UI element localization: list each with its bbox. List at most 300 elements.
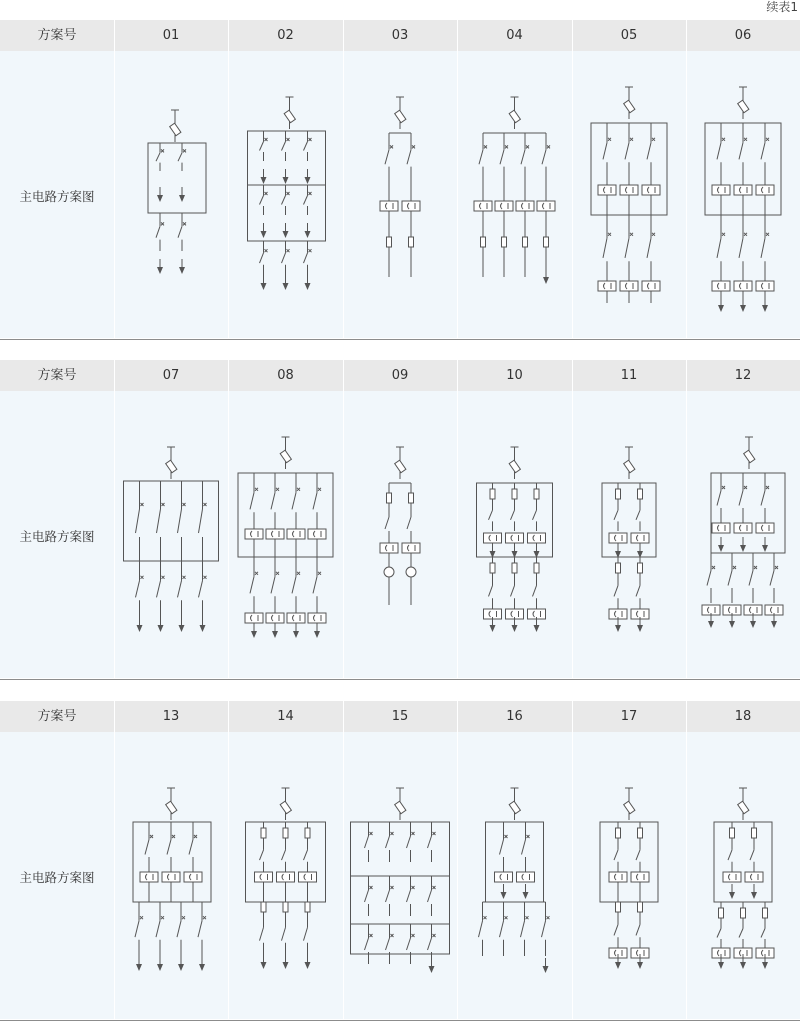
- circuit-diagram-10: [457, 395, 572, 675]
- switch-blade: [282, 253, 286, 263]
- switch-blade: [500, 921, 504, 937]
- switch-blade: [313, 577, 317, 594]
- fuse: [502, 237, 507, 247]
- fuse: [534, 563, 539, 573]
- switch-blade: [542, 150, 546, 164]
- outgoing-arrow: [293, 631, 299, 638]
- switch-blade: [479, 921, 483, 937]
- scheme-number: 02: [277, 28, 294, 43]
- outgoing-arrow: [534, 625, 540, 632]
- compartment-frame: [711, 473, 785, 553]
- column-divider: [572, 701, 573, 732]
- outgoing-arrow: [272, 631, 278, 638]
- fuse: [638, 563, 643, 573]
- outgoing-arrow: [179, 625, 185, 632]
- row-label: 主电路方案图: [19, 870, 95, 885]
- fuse: [523, 237, 528, 247]
- outgoing-arrow: [615, 625, 621, 632]
- compartment-frame: [148, 143, 206, 213]
- main-breaker: [509, 801, 520, 813]
- header-label: 方案号: [37, 28, 77, 43]
- outgoing-arrow: [178, 964, 184, 971]
- main-breaker: [624, 100, 635, 112]
- ct-box: [734, 185, 752, 195]
- column-divider: [457, 20, 458, 51]
- switch-blade: [728, 850, 732, 860]
- switch-blade: [500, 840, 504, 855]
- switch-blade: [292, 577, 296, 594]
- ct-box: [255, 872, 273, 882]
- circuit-diagram-05: [572, 55, 686, 335]
- compartment-frame: [714, 822, 772, 902]
- circuit-diagram-13: [114, 736, 228, 1016]
- fuse: [512, 563, 517, 573]
- scheme-block: [0, 701, 800, 1021]
- column-divider: [686, 360, 687, 391]
- main-breaker: [395, 110, 406, 122]
- ct-box: [609, 872, 627, 882]
- scheme-block: [0, 20, 800, 340]
- switch-blade: [636, 925, 640, 936]
- switch-blade: [407, 836, 411, 848]
- switch-blade: [728, 571, 732, 586]
- scheme-number: 04: [506, 28, 523, 43]
- outgoing-arrow: [305, 177, 311, 184]
- outgoing-arrow: [261, 231, 267, 238]
- switch-blade: [407, 938, 411, 950]
- column-divider: [114, 701, 115, 732]
- circuit-diagram-06: [686, 55, 800, 335]
- fuse: [512, 489, 517, 499]
- fuse: [638, 489, 643, 499]
- outgoing-arrow: [283, 283, 289, 290]
- switch-blade: [479, 150, 483, 164]
- block-bottom-rule: [0, 1020, 800, 1021]
- circuit-diagram-11: [572, 395, 686, 675]
- switch-blade: [647, 238, 651, 258]
- outgoing-arrow: [305, 962, 311, 969]
- ct-box: [495, 201, 513, 211]
- switch-blade: [177, 921, 181, 937]
- column-divider: [686, 20, 687, 51]
- ct-box: [756, 281, 774, 291]
- outgoing-arrow: [740, 545, 746, 552]
- ct-box: [723, 872, 741, 882]
- switch-blade: [428, 836, 432, 848]
- switch-blade: [304, 142, 308, 151]
- switch-blade: [407, 517, 411, 529]
- circuit-diagram-14: [228, 736, 343, 1016]
- scheme-number: 13: [162, 709, 180, 724]
- outgoing-arrow: [137, 625, 143, 632]
- circuit-diagram-02: [228, 55, 343, 335]
- switch-blade: [749, 571, 753, 586]
- header-label: 方案号: [37, 709, 77, 724]
- header-label: 方案号: [37, 368, 77, 383]
- switch-blade: [304, 850, 308, 860]
- switch-blade: [533, 510, 537, 520]
- switch-blade: [603, 238, 607, 258]
- outgoing-arrow: [251, 631, 257, 638]
- switch-blade: [365, 836, 369, 848]
- switch-blade: [282, 142, 286, 151]
- ct-box: [277, 872, 295, 882]
- scheme-number: 16: [506, 709, 523, 724]
- compartment-frame: [133, 822, 211, 902]
- ct-box: [620, 185, 638, 195]
- diagram-row: [0, 391, 800, 678]
- scheme-number: 14: [277, 709, 294, 724]
- switch-blade: [717, 929, 721, 938]
- switch-blade: [198, 921, 202, 937]
- fuse: [305, 902, 310, 912]
- main-breaker: [395, 801, 406, 813]
- fuse: [616, 489, 621, 499]
- switch-blade: [385, 150, 389, 164]
- ct-box: [245, 613, 263, 623]
- main-breaker: [624, 460, 635, 472]
- main-breaker: [509, 110, 520, 122]
- column-divider: [457, 360, 458, 391]
- scheme-number: 06: [734, 28, 752, 43]
- circuit-diagram-08: [228, 395, 343, 675]
- scheme-block: [0, 360, 800, 680]
- outgoing-arrow: [261, 962, 267, 969]
- scheme-number: 07: [162, 368, 180, 383]
- ct-box: [495, 872, 513, 882]
- diagram-row: [0, 732, 800, 1019]
- switch-blade: [136, 581, 140, 598]
- ct-box: [528, 533, 546, 543]
- outgoing-arrow: [543, 966, 549, 973]
- meter-circle: [406, 567, 416, 577]
- switch-blade: [157, 509, 161, 533]
- compartment-frame: [486, 822, 544, 902]
- outgoing-arrow: [179, 195, 185, 202]
- fuse: [490, 563, 495, 573]
- ct-box: [402, 201, 420, 211]
- switch-blade: [292, 493, 296, 510]
- switch-blade: [156, 226, 160, 237]
- switch-blade: [603, 143, 607, 160]
- outgoing-arrow: [305, 283, 311, 290]
- outgoing-arrow: [283, 962, 289, 969]
- switch-blade: [385, 517, 389, 529]
- switch-blade: [304, 927, 308, 940]
- outgoing-arrow: [718, 545, 724, 552]
- ct-box: [598, 281, 616, 291]
- scheme-number: 11: [620, 368, 638, 383]
- column-divider: [572, 20, 573, 51]
- ct-box: [516, 201, 534, 211]
- compartment-frame: [238, 473, 333, 557]
- column-divider: [114, 360, 115, 391]
- column-divider: [457, 701, 458, 732]
- switch-blade: [250, 577, 254, 594]
- column-divider: [343, 360, 344, 391]
- ct-box: [756, 523, 774, 533]
- block-bottom-rule: [0, 679, 800, 680]
- switch-blade: [647, 143, 651, 160]
- compartment-frame: [600, 822, 658, 902]
- main-breaker: [280, 801, 291, 813]
- switch-blade: [365, 938, 369, 950]
- switch-blade: [304, 253, 308, 263]
- switch-blade: [522, 840, 526, 855]
- column-divider: [343, 701, 344, 732]
- scheme-number: 12: [734, 368, 752, 383]
- diagram-row: [0, 51, 800, 338]
- outgoing-arrow: [261, 177, 267, 184]
- fuse: [616, 828, 621, 838]
- switch-blade: [386, 890, 390, 902]
- switch-blade: [739, 143, 743, 160]
- switch-blade: [739, 929, 743, 938]
- fuse: [752, 828, 757, 838]
- column-divider: [343, 20, 344, 51]
- switch-blade: [135, 921, 139, 937]
- header-row: [0, 701, 800, 732]
- switch-blade: [500, 150, 504, 164]
- switch-blade: [761, 143, 765, 160]
- fuse: [490, 489, 495, 499]
- ct-box: [712, 185, 730, 195]
- ct-box: [506, 533, 524, 543]
- ct-box: [598, 185, 616, 195]
- switch-blade: [282, 196, 286, 205]
- fuse: [387, 237, 392, 247]
- outgoing-arrow: [718, 962, 724, 969]
- ct-box: [712, 523, 730, 533]
- scheme-number: 15: [391, 709, 409, 724]
- ct-box: [642, 185, 660, 195]
- switch-blade: [625, 143, 629, 160]
- switch-blade: [271, 577, 275, 594]
- compartment-frame: [602, 483, 656, 557]
- outgoing-arrow: [543, 277, 549, 284]
- circuit-diagram-09: [343, 395, 457, 675]
- switch-blade: [636, 850, 640, 860]
- switch-blade: [407, 890, 411, 902]
- circuit-diagram-17: [572, 736, 686, 1016]
- ct-box: [745, 872, 763, 882]
- outgoing-arrow: [283, 177, 289, 184]
- ct-box: [380, 201, 398, 211]
- switch-blade: [260, 850, 264, 860]
- main-breaker: [738, 100, 749, 112]
- fuse: [409, 493, 414, 503]
- switch-blade: [521, 150, 525, 164]
- scheme-number: 08: [277, 368, 294, 383]
- outgoing-arrow: [157, 195, 163, 202]
- ct-box: [287, 529, 305, 539]
- switch-blade: [282, 850, 286, 860]
- circuit-diagram-04: [457, 55, 572, 335]
- switch-blade: [489, 586, 493, 597]
- switch-blade: [636, 510, 640, 520]
- column-divider: [686, 701, 687, 732]
- ct-box: [484, 533, 502, 543]
- switch-blade: [145, 840, 149, 855]
- fuse: [283, 902, 288, 912]
- switch-blade: [250, 493, 254, 510]
- switch-blade: [614, 925, 618, 936]
- switch-blade: [761, 491, 765, 506]
- outgoing-arrow: [637, 962, 643, 969]
- ct-box: [609, 533, 627, 543]
- ct-box: [402, 543, 420, 553]
- fuse: [387, 493, 392, 503]
- meter-circle: [384, 567, 394, 577]
- main-breaker: [166, 801, 177, 813]
- outgoing-arrow: [762, 545, 768, 552]
- fuse: [534, 489, 539, 499]
- switch-blade: [533, 586, 537, 597]
- switch-blade: [199, 581, 203, 598]
- outgoing-arrow: [261, 283, 267, 290]
- outgoing-arrow: [305, 231, 311, 238]
- outgoing-arrow: [762, 962, 768, 969]
- fuse: [409, 237, 414, 247]
- switch-blade: [304, 196, 308, 205]
- switch-blade: [199, 509, 203, 533]
- fuse: [763, 908, 768, 918]
- switch-blade: [136, 509, 140, 533]
- ct-box: [245, 529, 263, 539]
- outgoing-arrow: [708, 621, 714, 628]
- circuit-diagram-07: [114, 395, 228, 675]
- main-breaker: [166, 460, 177, 472]
- fuse: [730, 828, 735, 838]
- outgoing-arrow: [429, 966, 435, 973]
- switch-blade: [156, 921, 160, 937]
- ct-box: [712, 281, 730, 291]
- outgoing-arrow: [136, 964, 142, 971]
- scheme-number: 10: [506, 368, 523, 383]
- switch-blade: [717, 238, 721, 258]
- switch-blade: [386, 836, 390, 848]
- fuse: [283, 828, 288, 838]
- row-label: 主电路方案图: [19, 529, 95, 544]
- outgoing-arrow: [179, 267, 185, 274]
- switch-blade: [189, 840, 193, 855]
- ct-box: [631, 533, 649, 543]
- continued-table-note: 续表1: [766, 0, 798, 14]
- outgoing-arrow: [729, 892, 735, 899]
- outgoing-arrow: [501, 892, 507, 899]
- switch-blade: [717, 491, 721, 506]
- ct-box: [734, 281, 752, 291]
- column-divider: [228, 701, 229, 732]
- switch-blade: [428, 890, 432, 902]
- ct-box: [380, 543, 398, 553]
- fuse: [261, 828, 266, 838]
- main-breaker: [284, 110, 295, 122]
- switch-blade: [761, 929, 765, 938]
- switch-blade: [365, 890, 369, 902]
- circuit-diagram-12: [686, 395, 800, 675]
- circuit-diagram-01: [114, 55, 228, 335]
- block-bottom-rule: [0, 339, 800, 340]
- circuit-diagram-15: [343, 736, 457, 1016]
- fuse: [616, 902, 621, 912]
- switch-blade: [739, 238, 743, 258]
- outgoing-arrow: [750, 621, 756, 628]
- main-breaker: [170, 123, 181, 135]
- outgoing-arrow: [729, 621, 735, 628]
- circuit-diagram-18: [686, 736, 800, 1016]
- scheme-number: 17: [620, 709, 638, 724]
- switch-blade: [739, 491, 743, 506]
- switch-blade: [614, 586, 618, 597]
- fuse: [719, 908, 724, 918]
- scheme-number: 03: [391, 28, 409, 43]
- outgoing-arrow: [200, 625, 206, 632]
- fuse: [616, 563, 621, 573]
- ct-box: [631, 872, 649, 882]
- ct-box: [642, 281, 660, 291]
- switch-blade: [313, 493, 317, 510]
- switch-blade: [750, 850, 754, 860]
- column-divider: [114, 20, 115, 51]
- compartment-frame: [248, 131, 326, 241]
- ct-box: [756, 185, 774, 195]
- ct-box: [184, 872, 202, 882]
- ct-box: [140, 872, 158, 882]
- scheme-number: 01: [162, 28, 180, 43]
- switch-blade: [407, 150, 411, 164]
- outgoing-arrow: [637, 625, 643, 632]
- switch-blade: [260, 927, 264, 940]
- ct-box: [734, 523, 752, 533]
- fuse: [305, 828, 310, 838]
- circuit-diagram-16: [457, 736, 572, 1016]
- switch-blade: [282, 927, 286, 940]
- switch-blade: [260, 142, 264, 151]
- switch-blade: [511, 510, 515, 520]
- outgoing-arrow: [615, 962, 621, 969]
- outgoing-arrow: [740, 305, 746, 312]
- outgoing-arrow: [718, 305, 724, 312]
- outgoing-arrow: [283, 231, 289, 238]
- switch-blade: [625, 238, 629, 258]
- column-divider: [228, 360, 229, 391]
- switch-blade: [770, 571, 774, 586]
- ct-box: [517, 872, 535, 882]
- ct-box: [266, 613, 284, 623]
- ct-box: [162, 872, 180, 882]
- scheme-number: 09: [391, 368, 409, 383]
- fuse: [638, 902, 643, 912]
- fuse: [261, 902, 266, 912]
- outgoing-arrow: [771, 621, 777, 628]
- circuit-diagram-03: [343, 55, 457, 335]
- switch-blade: [157, 581, 161, 598]
- header-row: [0, 20, 800, 51]
- row-label: 主电路方案图: [19, 189, 95, 204]
- switch-blade: [428, 938, 432, 950]
- switch-blade: [386, 938, 390, 950]
- switch-blade: [178, 153, 182, 161]
- outgoing-arrow: [490, 625, 496, 632]
- switch-blade: [167, 840, 171, 855]
- outgoing-arrow: [512, 625, 518, 632]
- ct-box: [474, 201, 492, 211]
- header-row: [0, 360, 800, 391]
- ct-box: [308, 529, 326, 539]
- outgoing-arrow: [762, 305, 768, 312]
- main-breaker: [744, 450, 755, 462]
